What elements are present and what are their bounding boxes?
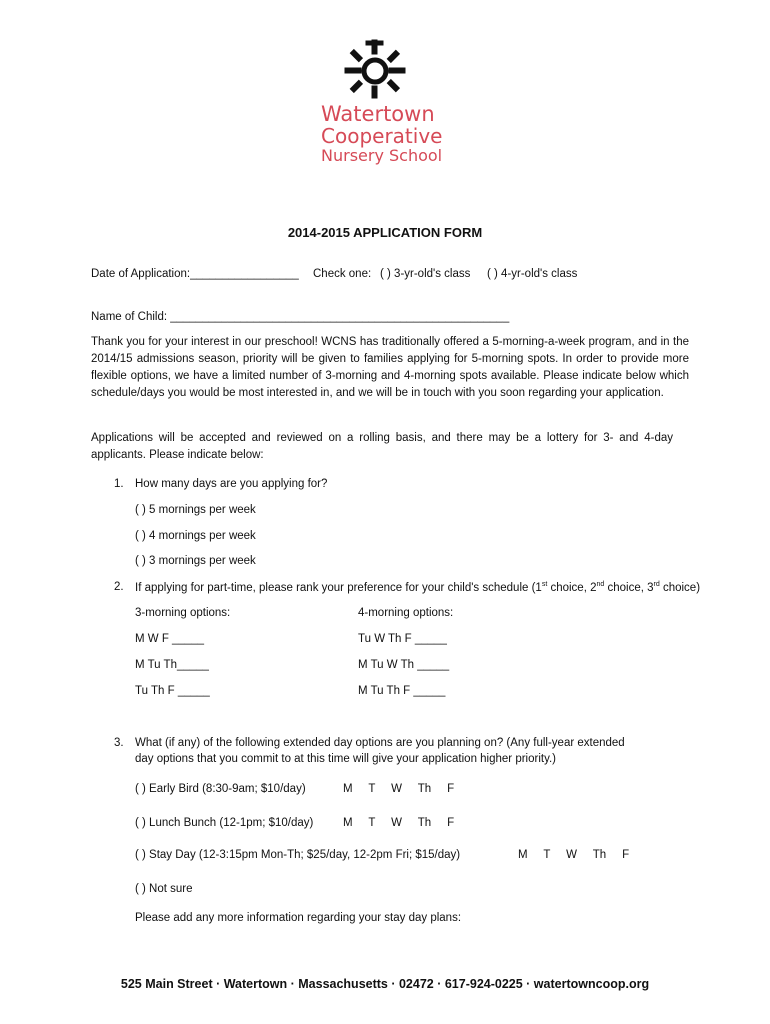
early-bird-option[interactable]: ( ) Early Bird (8:30-9am; $10/day) (135, 783, 306, 795)
logo-line-1: Watertown (321, 102, 435, 126)
school-logo (318, 38, 448, 170)
three-morning-option-mwf[interactable]: M W F _____ (135, 633, 205, 645)
logo-line-2: Cooperative (321, 124, 443, 148)
four-morning-header: 4-morning options: (358, 607, 454, 619)
stay-day-option[interactable]: ( ) Stay Day (12-3:15pm Mon-Th; $25/day, 12-2pm Fri; $15/day) (135, 849, 461, 861)
q2-text: If applying for part-time, please rank your preference for your child's schedule (1st choice, 2nd choice, 3rd choice) (135, 581, 701, 594)
three-morning-option-tuthf[interactable]: Tu Th F _____ (135, 685, 210, 697)
three-morning-option-mtuth[interactable]: M Tu Th_____ (135, 659, 209, 671)
option-3yr-class[interactable]: ( ) 3-yr-old's class (380, 268, 471, 280)
q1-option-5-mornings[interactable]: ( ) 5 mornings per week (135, 504, 256, 516)
lunch-bunch-days[interactable]: M T W Th F (343, 817, 455, 829)
option-4yr-class[interactable]: ( ) 4-yr-old's class (487, 268, 578, 280)
q3-text-line-2: day options that you commit to at this time will give your application higher priority.) (135, 753, 557, 765)
four-morning-option-tuwthf[interactable]: Tu W Th F _____ (358, 633, 447, 645)
more-info-prompt: Please add any more information regarding your stay day plans: (135, 912, 462, 924)
sun-icon (340, 38, 410, 100)
form-title: 2014-2015 APPLICATION FORM (287, 225, 483, 240)
q1-option-3-mornings[interactable]: ( ) 3 mornings per week (135, 555, 256, 567)
stay-day-days[interactable]: M T W Th F (518, 849, 630, 861)
rolling-basis-paragraph: Applications will be accepted and reviewed on a rolling basis, and there may be a lottery for 3- and 4-day applicants. Please indicate below: (91, 432, 673, 461)
early-bird-days[interactable]: M T W Th F (343, 783, 455, 795)
four-morning-option-mtuthf[interactable]: M Tu Th F _____ (358, 685, 446, 697)
q1-text: How many days are you applying for? (135, 478, 328, 490)
q3-number: 3. (114, 737, 124, 749)
q2-number: 2. (114, 581, 124, 593)
intro-paragraph: Thank you for your interest in our preschool! WCNS has traditionally offered a 5-morning-a-week program, and in the 2014/15 admissions season, priority will be given to families applying for 5-morning spots. In order to provide more flexible options, we have a limited number of 3-morning and 4-morning spots available. Please indicate below which schedule/days you would be most interested in, and we will be in touch with you soon regarding your application. (91, 336, 689, 399)
footer-address: 525 Main Street · Watertown · Massachusetts · 02472 · 617-924-0225 · watertowncoop.org (120, 977, 650, 991)
date-of-application-field[interactable]: Date of Application:_________________ (91, 268, 299, 280)
logo-line-3: Nursery School (321, 146, 443, 165)
four-morning-option-mtuwth[interactable]: M Tu W Th _____ (358, 659, 450, 671)
q1-number: 1. (114, 478, 124, 490)
lunch-bunch-option[interactable]: ( ) Lunch Bunch (12-1pm; $10/day) (135, 817, 314, 829)
name-of-child-field[interactable]: Name of Child: _____________________________________________________ (91, 311, 510, 323)
not-sure-option[interactable]: ( ) Not sure (135, 883, 193, 895)
q3-text-line-1: What (if any) of the following extended day options are you planning on? (Any full-year extended (135, 737, 625, 749)
three-morning-header: 3-morning options: (135, 607, 231, 619)
q1-option-4-mornings[interactable]: ( ) 4 mornings per week (135, 530, 256, 542)
check-one-label: Check one: (313, 268, 372, 280)
